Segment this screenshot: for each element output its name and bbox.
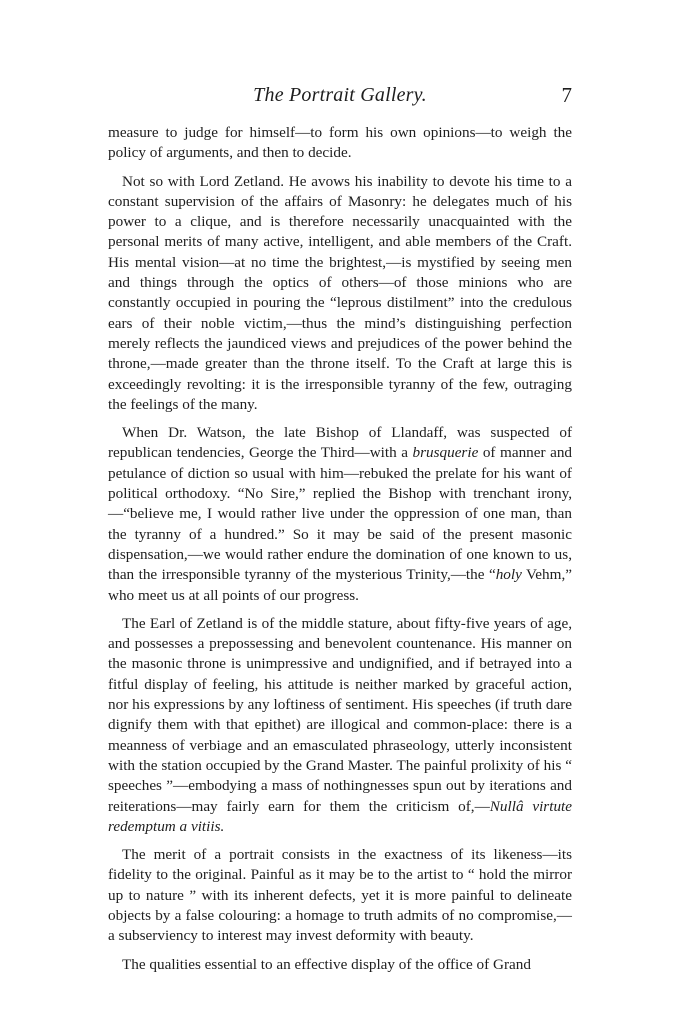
italic-text-run: holy	[495, 566, 522, 584]
text-run: Not so with Lord Zetland. He avows his inability to devote his time to a constant supervision of the affairs of Masonry: he delegates much of his power to a clique, and is therefore necessarily unacquainted with the personal merits of many active, intelligent, and able members of the Craft. His mental vision—at no time the brightest,—is mystified by seeing men and things through the optics of others—of those minions who are constantly occupied in pouring the “leprous distilment” into the credulous ears of their noble victim,—thus the mind’s distinguishing perfection merely reflects the jaundiced views and prejudices of the power behind the throne,—made greater than the throne itself. To the Craft at large this is exceedingly revolting: it is the irresponsible tyranny of the few, outraging the feelings of the many.	[108, 172, 572, 413]
text-run: The qualities essential to an effective display of the office of Grand	[122, 955, 531, 973]
paragraph	[108, 955, 572, 975]
text-run: The merit of a portrait consists in the exactness of its likeness—its fidelity to the original. Painful as it may be to the artist to “ hold the mirror up to nature ” with its inherent defects, yet it is more painful to delineate objects by a false colouring: a homage to truth admits of no compromise,—a subserviency to interest may invest deformity with beauty.	[108, 846, 572, 945]
running-title: The Portrait Gallery.	[253, 84, 427, 106]
text-run: measure to judge for himself—to form his own opinions—to weigh the policy of arguments, and then to decide.	[108, 124, 572, 162]
paragraph	[108, 423, 572, 606]
paragraph	[108, 614, 572, 837]
paragraph	[108, 123, 572, 164]
italic-text-run: brusquerie	[412, 444, 479, 462]
paragraph	[108, 172, 572, 416]
text-run: When Dr. Watson, the late Bishop of Llandaff, was suspected of republican tendencies, George the Third—with a	[108, 424, 572, 462]
text-run: The Earl of Zetland is of the middle stature, about fifty-five years of age, and possesses a prepossessing and benevolent countenance. His manner on the masonic throne is unimpressive and undignified, and if betrayed into a fitful display of feeling, his attitude is neither marked by graceful action, nor his expressions by any loftiness of sentiment. His speeches (if truth dare dignify them with that epithet) are illogical and common-place: there is a meanness of verbiage and an emasculated phraseology, utterly inconsistent with the station occupied by the Grand Master. The painful prolixity of his “ speeches ”—embodying a mass of nothingnesses spun out by iterations and reiterations—may fairly earn for them the criticism of,—	[108, 614, 572, 815]
paragraph	[108, 845, 572, 946]
body-text	[108, 123, 572, 983]
text-run: of manner and petulance of diction so usual with him—rebuked the prelate for his want of political orthodoxy. “No Sire,” replied the Bishop with trenchant irony,—“believe me, I would rather live under the oppression of one man, than the tyranny of a hundred.” So it may be said of the present masonic dispensation,—we would rather endure the domination of one known to us, than the irresponsible tyranny of the mysterious Trinity,—the “	[108, 444, 573, 584]
page-header	[108, 84, 572, 114]
text-run: Vehm,” who meet us at all points of our progress.	[108, 566, 572, 604]
italic-text-run: Nullâ virtute redemptum a vitiis.	[108, 797, 572, 835]
page-number: 7	[561, 83, 572, 107]
